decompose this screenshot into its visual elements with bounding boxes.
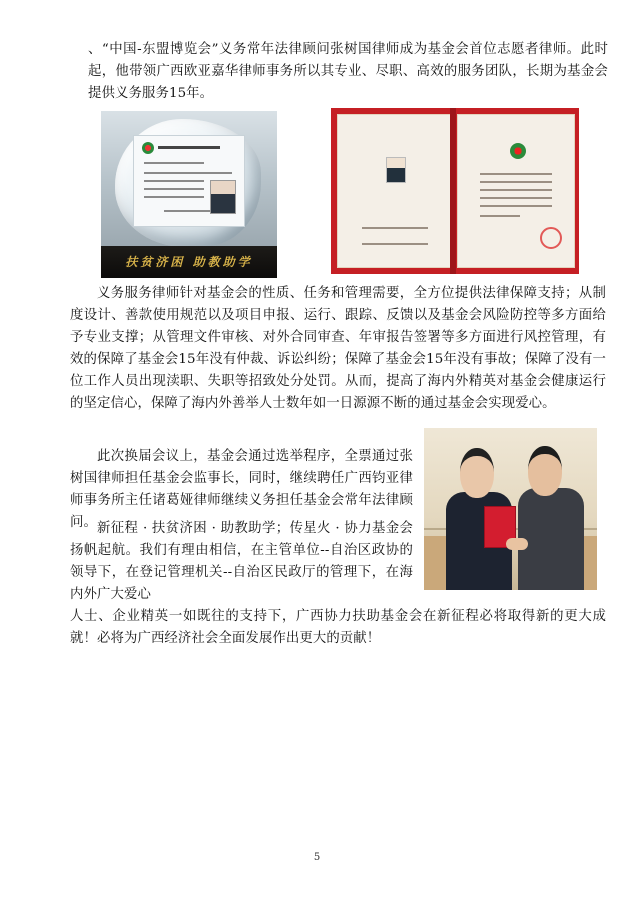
trophy-plaque <box>133 135 245 227</box>
paragraph-election: 此次换届会议上，基金会通过选举程序，全票通过张树国律师担任基金会监事长，同时，继续聘任广西钧亚律师事务所主任诸葛娅律师继续义务担任基金会常年法律顾问。 <box>70 449 413 530</box>
paragraph-closing: 人士、企业精英一如既往的支持下，广西协力扶助基金会在新征程必将取得新的更大成就！必将为广西经济社会全面发展作出更大的贡献！ <box>70 609 606 646</box>
foundation-logo-icon <box>510 143 526 159</box>
trophy-photo <box>101 111 277 278</box>
handshake <box>506 538 528 550</box>
foundation-logo-icon <box>142 142 154 154</box>
paragraph-new-journey: 新征程 · 扶贫济困 · 助教助学；传星火 · 协力基金会扬帆起航。我们有理由相信，在主管单位--自治区政协的领导下，在登记管理机关--自治区民政厅的管理下，在海内外广大爱心 <box>70 521 413 602</box>
certificate-photo <box>331 108 579 274</box>
trophy-caption: 扶贫济困 助教助学 <box>125 255 253 269</box>
portrait-photo <box>210 180 236 214</box>
certificate-spine <box>450 108 456 274</box>
handshake-photo <box>424 428 597 590</box>
certificate-right-page <box>457 114 575 268</box>
paragraph-intro: 、“中国-东盟博览会”义务常年法律顾问张树国律师成为基金会首位志愿者律师。此时起，他带领广西欧亚嘉华律师事务所以其专业、尽职、高效的服务团队，长期为基金会提供义务服务15年。 <box>88 42 608 101</box>
paragraph-legal-service: 义务服务律师针对基金会的性质、任务和管理需要，全方位提供法律保障支持；从制度设计、善款使用规范以及项目申报、运行、跟踪、反馈以及基金会风险防控等多方面给予专业支撑；从管理文件审核、对外合同审查、年审报告签署等多方面进行风控管理，有效的保障了基金会15年没有仲裁、诉讼纠纷；保障了基金会15年没有事故；保障了没有一位工作人员出现渎职、失职等招致处分处罚。从而，提高了海内外精英对基金会健康运行的坚定信心，保障了海内外善举人士数年如一日源源不断的通过基金会实现爱心。 <box>70 286 606 411</box>
person-right <box>518 488 584 590</box>
portrait-photo <box>386 157 406 183</box>
seal-stamp-icon <box>540 227 562 249</box>
page-number: 5 <box>313 852 321 863</box>
certificate-left-page <box>337 114 451 268</box>
